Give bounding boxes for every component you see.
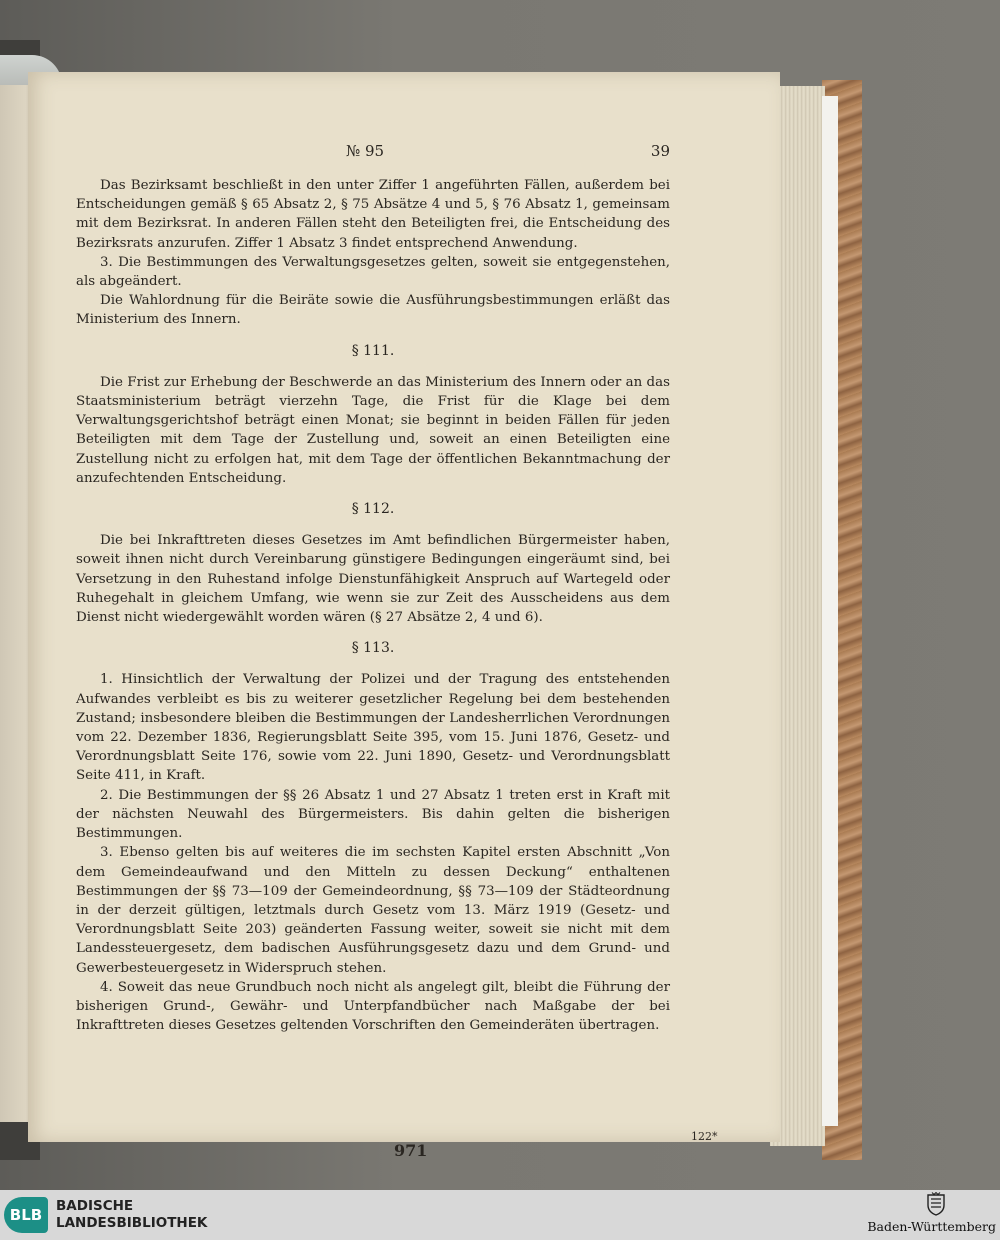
bookmark-strip — [822, 96, 838, 1126]
section-heading: § 112. — [351, 501, 395, 518]
library-name-line2: LANDESBIBLIOTHEK — [56, 1215, 208, 1231]
section-heading: § 111. — [351, 342, 395, 359]
page-number-top: 39 — [650, 142, 670, 160]
library-name-line1: BADISCHE — [56, 1198, 134, 1214]
page-header — [76, 142, 670, 164]
library-name[interactable] — [56, 1198, 207, 1232]
book-page — [28, 72, 780, 1160]
section-heading: § 113. — [351, 640, 395, 657]
paragraph: 2. Die Bestimmungen der §§ 26 Absatz 1 und 27 Absatz 1 treten erst in Kraft mit der nächsten Neuwahl des Bürgermeisters. Bis dahin gelten die bisherigen Bestimmungen. — [76, 787, 670, 842]
paragraph: Das Bezirksamt beschließt in den unter Ziffer 1 angeführten Fällen, außerdem bei Entscheidungen gemäß § 65 Absatz 2, § 75 Absätze 4 und 5, § 76 Absatz 1, gemeinsam mit dem Bezirksrat. In anderen Fällen steht den Beteiligten frei, die Entscheidung des Bezirksrats anzurufen. Ziffer 1 Absatz 3 findet entsprechend Anwendung. — [76, 178, 670, 251]
paragraph: Die bei Inkrafttreten dieses Gesetzes im Amt befindlichen Bürgermeister haben, soweit ihnen nicht durch Vereinbarung günstigere Bedingungen eingeräumt sind, bei Versetzung in den Ruhestand infolge Dienstunfähigkeit Anspruch auf Wartegeld oder Ruhegehalt in gleichem Umfang, wie wenn sie zur Zeit des Ausscheidens aus dem Dienst nicht wiedergewählt worden wären (§ 27 Absätze 2, 4 und 6). — [76, 533, 670, 626]
bw-crest-icon — [926, 1192, 946, 1216]
state-label[interactable]: Baden-Württemberg — [867, 1219, 996, 1234]
body-text — [76, 176, 670, 1035]
page-number-bottom: 971 — [394, 1141, 428, 1160]
paragraph: 3. Die Bestimmungen des Verwaltungsgesetzes gelten, soweit sie entgegenstehen, als abgeändert. — [76, 254, 670, 290]
paragraph: 4. Soweit das neue Grundbuch noch nicht als angelegt gilt, bleibt die Führung der bisherigen Grund-, Gewähr- und Unterpfandbücher nach Maßgabe der bei Inkrafttreten dieses Gesetzes geltenden Vorschriften den Gemeinderäten übertragen. — [76, 979, 670, 1034]
paragraph: 3. Ebenso gelten bis auf weiteres die im sechsten Kapitel ersten Abschnitt „Von dem Gemeindeaufwand und den Mitteln zu dessen Deckung“ enthaltenen Bestimmungen der §§ 73—109 der Gemeindeordnung, §§ 73—109 der Städteordnung in der derzeit gültigen, letztmals durch Gesetz vom 13. März 1919 (Gesetz- und Verordnungsblatt Seite 203) geänderten Fassung weiter, soweit sie nicht mit dem Landessteuergesetz, dem badischen Ausführungsgesetz dazu und dem Grund- und Gewerbesteuergesetz in Widerspruch stehen. — [76, 845, 670, 976]
paragraph: Die Wahlordnung für die Beiräte sowie die Ausführungsbestimmungen erläßt das Ministerium des Innern. — [76, 293, 670, 328]
paragraph: 1. Hinsichtlich der Verwaltung der Polizei und der Tragung des entstehenden Aufwandes verbleibt es bis zu weiterer gesetzlicher Regelung bei dem bestehenden Zustand; insbesondere bleiben die Bestimmungen der Landesherrlichen Verordnungen vom 22. Dezember 1836, Regierungsblatt Seite 395, vom 15. Juni 1876, Gesetz- und Verordnungsblatt Seite 176, sowie vom 22. Juni 1890, Gesetz- und Verordnungsblatt Seite 411, in Kraft. — [76, 672, 670, 784]
signature-mark: 122* — [691, 1130, 718, 1143]
issue-number: № 95 — [346, 142, 385, 160]
blb-logo-icon[interactable]: BLB — [4, 1197, 48, 1233]
paragraph: Die Frist zur Erhebung der Beschwerde an das Ministerium des Innern oder an das Staatsministerium beträgt vierzehn Tage, die Frist für die Klage bei dem Verwaltungsgerichtshof beträgt einen Monat; sie beginnt in beiden Fällen für jeden Beteiligten mit dem Tage der Zustellung und, soweit an einen Beteiligten eine Zustellung nicht zu erfolgen hat, mit dem Tage der öffentlichen Bekanntmachung der anzufechtenden Entscheidung. — [76, 374, 670, 486]
footer-bar — [0, 1190, 1000, 1240]
